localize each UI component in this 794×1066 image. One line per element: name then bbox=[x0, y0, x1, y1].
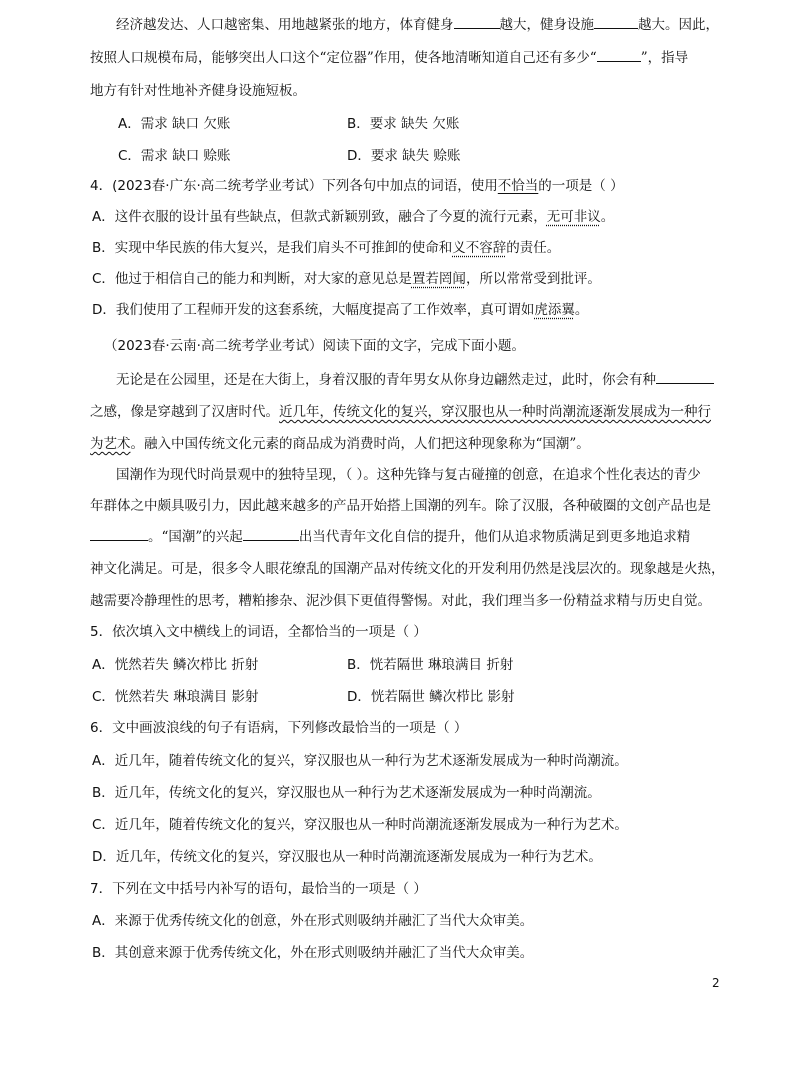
dotted-word: 义不容辞 bbox=[452, 240, 507, 256]
passage-p1-line2: 之感，像是穿越到了汉唐时代。近几年，传统文化的复兴，穿汉服也从一种时尚潮流逐渐发展成为一种行 bbox=[90, 404, 711, 420]
q6-stem: 6．文中画波浪线的句子有语病，下列修改最恰当的一项是（ ） bbox=[90, 720, 468, 736]
q5-option-b[interactable]: B．恍若隔世 琳琅满目 折射 bbox=[347, 657, 514, 673]
q4-option-d[interactable]: D．我们使用了工程师开发的这套系统，大幅度提高了工作效率，真可谓如虎添翼。 bbox=[92, 302, 589, 318]
q3-option-b[interactable]: B．要求 缺失 欠账 bbox=[347, 116, 460, 132]
q3-stem-line2: 按照人口规模布局，能够突出人口这个“定位器”作用，使各地清晰知道自己还有多少“ ”，指导 bbox=[90, 50, 689, 66]
dotted-word: 虎添翼 bbox=[534, 302, 575, 318]
blank bbox=[656, 371, 714, 384]
q3-option-d[interactable]: D．要求 缺失 赊账 bbox=[347, 148, 461, 164]
blank bbox=[597, 49, 641, 62]
q7-stem: 7．下列在文中括号内补写的语句，最恰当的一项是（ ） bbox=[90, 881, 427, 897]
q7-option-b[interactable]: B．其创意来源于优秀传统文化，外在形式则吸纳并融汇了当代大众审美。 bbox=[92, 945, 534, 961]
wavy-sentence: 为艺术 bbox=[90, 436, 131, 452]
q5-option-c[interactable]: C．恍然若失 琳琅满目 影射 bbox=[92, 689, 259, 705]
passage-p2-line3: 。“国潮”的兴起 出当代青年文化自信的提升，他们从追求物质满足到更多地追求精 bbox=[90, 528, 690, 546]
q3-option-c[interactable]: C．需求 缺口 赊账 bbox=[118, 148, 231, 164]
blank bbox=[243, 528, 299, 541]
blank bbox=[90, 528, 148, 541]
passage-p2-line2: 年群体之中颇具吸引力，因此越来越多的产品开始搭上国潮的列车。除了汉服，各种破圈的文创产品也是 bbox=[90, 498, 711, 514]
q4-option-b[interactable]: B．实现中华民族的伟大复兴，是我们肩头不可推卸的使命和义不容辞的责任。 bbox=[92, 240, 561, 256]
q4-stem: 4．(2023春·广东·高二统考学业考试）下列各句中加点的词语，使用不恰当的一项是（ ） bbox=[90, 178, 624, 194]
blank bbox=[454, 16, 500, 29]
passage-p2-line4: 神文化满足。可是，很多令人眼花缭乱的国潮产品对传统文化的开发利用仍然是浅层次的。现象越是火热， bbox=[90, 561, 725, 577]
q5-option-d[interactable]: D．恍若隔世 鳞次栉比 影射 bbox=[347, 689, 515, 705]
blank bbox=[594, 16, 638, 29]
page-number: 2 bbox=[712, 976, 720, 990]
q5-stem: 5．依次填入文中横线上的词语，全都恰当的一项是（ ） bbox=[90, 624, 427, 640]
q4-option-a[interactable]: A．这件衣服的设计虽有些缺点，但款式新颖别致，融合了今夏的流行元素，无可非议。 bbox=[92, 209, 615, 225]
q7-option-a[interactable]: A．来源于优秀传统文化的创意，外在形式则吸纳并融汇了当代大众审美。 bbox=[92, 913, 534, 929]
wavy-sentence: 近几年，传统文化的复兴，穿汉服也从一种时尚潮流逐渐发展成为一种行 bbox=[279, 404, 711, 420]
q4-option-c[interactable]: C．他过于相信自己的能力和判断，对大家的意见总是置若罔闻，所以常常受到批评。 bbox=[92, 271, 601, 287]
passage-intro: （2023春·云南·高二统考学业考试）阅读下面的文字，完成下面小题。 bbox=[104, 338, 525, 354]
passage-p2-line5: 越需要冷静理性的思考，糟粕掺杂、泥沙俱下更值得警惕。对此，我们理当多一份精益求精与历史自觉。 bbox=[90, 593, 711, 609]
q5-option-a[interactable]: A．恍然若失 鳞次栉比 折射 bbox=[92, 657, 259, 673]
q6-option-b[interactable]: B．近几年，传统文化的复兴，穿汉服也从一种行为艺术逐渐发展成为一种时尚潮流。 bbox=[92, 785, 601, 801]
q6-option-d[interactable]: D．近几年，传统文化的复兴，穿汉服也从一种时尚潮流逐渐发展成为一种行为艺术。 bbox=[92, 849, 602, 865]
dotted-word: 置若罔闻 bbox=[411, 271, 466, 287]
q3-stem-line3: 地方有针对性地补齐健身设施短板。 bbox=[90, 83, 306, 99]
passage-p1-line3: 为艺术。融入中国传统文化元素的商品成为消费时尚，人们把这种现象称为“国潮”。 bbox=[90, 436, 590, 452]
q6-option-a[interactable]: A．近几年，随着传统文化的复兴，穿汉服也从一种行为艺术逐渐发展成为一种时尚潮流。 bbox=[92, 753, 628, 769]
passage-p1-line1: 无论是在公园里，还是在大街上，身着汉服的青年男女从你身边翩然走过，此时，你会有种 bbox=[116, 371, 714, 389]
q6-option-c[interactable]: C．近几年，随着传统文化的复兴，穿汉服也从一种时尚潮流逐渐发展成为一种行为艺术。 bbox=[92, 817, 628, 833]
q3-stem-line1: 经济越发达、人口越密集、用地越紧张的地方，体育健身 越大，健身设施 越大。因此， bbox=[116, 17, 719, 33]
q3-option-a[interactable]: A．需求 缺口 欠账 bbox=[118, 116, 231, 132]
passage-p2-line1: 国潮作为现代时尚景观中的独特呈现，（ ）。这种先锋与复古碰撞的创意，在追求个性化表达的青少 bbox=[116, 467, 701, 483]
dotted-word: 无可非议 bbox=[546, 209, 601, 225]
